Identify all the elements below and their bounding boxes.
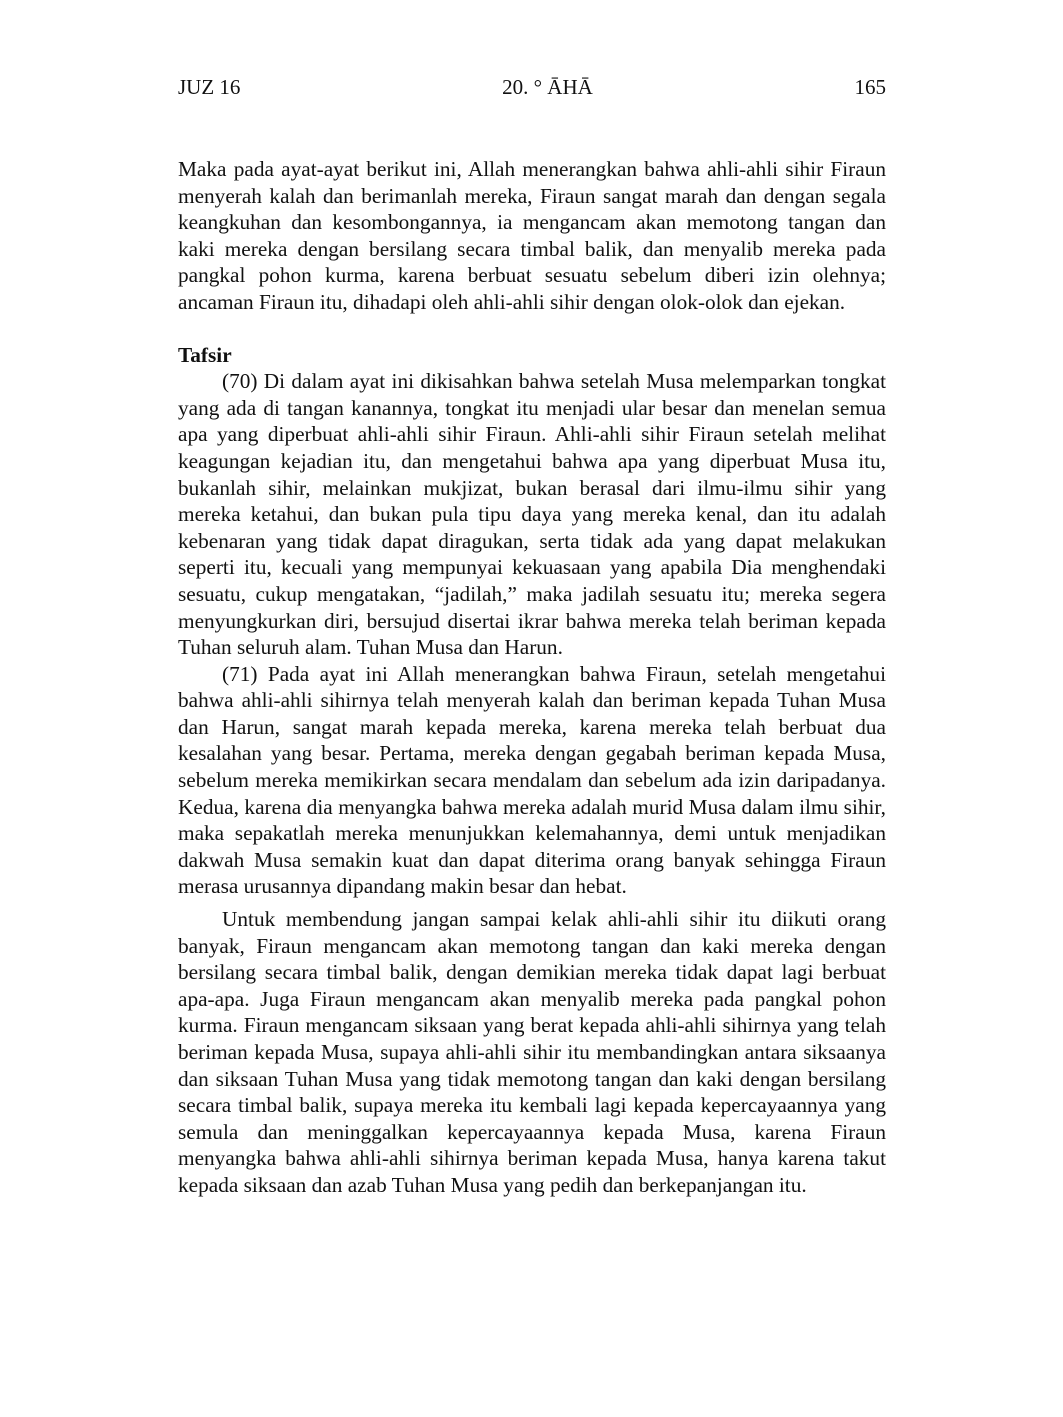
paragraph-verse-70: (70) Di dalam ayat ini dikisahkan bahwa setelah Musa melemparkan tongkat yang ada di tangan kanannya, tongkat itu menjadi ular besar dan menelan semua apa yang diperbuat ahli-ahli sihir Firaun. Ahli-ahli sihir Firaun setelah melihat keagungan kejadian itu, dan mengetahui bahwa apa yang diperbuat Musa itu, bukanlah sihir, melainkan mukjizat, bukan berasal dari ilmu-ilmu sihir yang mereka ketahui, dan bukan pula tipu daya yang mereka kenal, dan itu adalah kebenaran yang tidak dapat diragukan, serta tidak ada yang dapat melakukan seperti itu, kecuali yang mempunyai kekuasaan yang apabila Dia menghendaki sesuatu, cukup mengatakan, “jadilah,” maka jadilah sesuatu itu; mereka segera menyungkurkan diri, bersujud disertai ikrar bahwa mereka telah beriman kepada Tuhan seluruh alam. Tuhan Musa dan Harun. bbox=[178, 369, 886, 660]
running-header bbox=[178, 70, 886, 104]
page-number: 165 bbox=[854, 75, 886, 99]
paragraph-continuation: Untuk membendung jangan sampai kelak ahli-ahli sihir itu diikuti orang banyak, Firaun mengancam akan memotong tangan dan kaki mereka dengan bersilang secara timbal balik, dengan demikian mereka tidak dapat lagi berbuat apa-apa. Juga Firaun mengancam akan menyalib mereka pada pangkal pohon kurma. Firaun mengancam siksaan yang berat kepada ahli-ahli sihirnya yang telah beriman kepada Musa, supaya ahli-ahli sihir itu membandingkan antara siksaanya dan siksaan Tuhan Musa yang tidak memotong tangan dan kaki dengan bersilang secara timbal balik, supaya mereka itu kembali lagi kepada kepercayaannya yang semula dan meninggalkan kepercayaannya kepada Musa, karena Firaun menyangka bahwa ahli-ahli sihirnya beriman kepada Musa, hanya karena takut kepada siksaan dan azab Tuhan Musa yang pedih dan berkepanjangan itu. bbox=[178, 907, 886, 1197]
document-page bbox=[178, 70, 886, 1199]
section-heading-tafsir: Tafsir bbox=[178, 342, 232, 367]
paragraph-verse-71: (71) Pada ayat ini Allah menerangkan bahwa Firaun, setelah mengetahui bahwa ahli-ahli sihirnya telah menyerah kalah dan beriman kepada Tuhan Musa dan Harun, sangat marah kepada mereka, karena mereka telah berbuat dua kesalahan yang besar. Pertama, mereka dengan gegabah beriman kepada Musa, sebelum mereka memikirkan secara mendalam dan sebelum ada izin daripadanya. Kedua, karena dia menyangka bahwa mereka adalah murid Musa dalam ilmu sihir, maka sepakatlah mereka menunjukkan kelemahannya, demi untuk menjadikan dakwah Musa semakin kuat dan dapat diterima orang banyak sehingga Firaun merasa urusannya dipandang makin besar dan hebat. bbox=[178, 661, 886, 899]
juz-label: JUZ 16 bbox=[178, 75, 241, 99]
body-text bbox=[178, 156, 886, 1199]
surah-title: 20. ° ĀHĀ bbox=[502, 75, 593, 99]
intro-paragraph: Maka pada ayat-ayat berikut ini, Allah menerangkan bahwa ahli-ahli sihir Firaun menyerah kalah dan berimanlah mereka, Firaun sangat marah dan dengan segala keangkuhan dan kesombongannya, ia mengancam akan memotong tangan dan kaki mereka dengan bersilang secara timbal balik, dan menyalib mereka pada pangkal pohon kurma, karena berbuat sesuatu sebelum diberi izin olehnya; ancaman Firaun itu, dihadapi oleh ahli-ahli sihir dengan olok-olok dan ejekan. bbox=[178, 157, 886, 314]
